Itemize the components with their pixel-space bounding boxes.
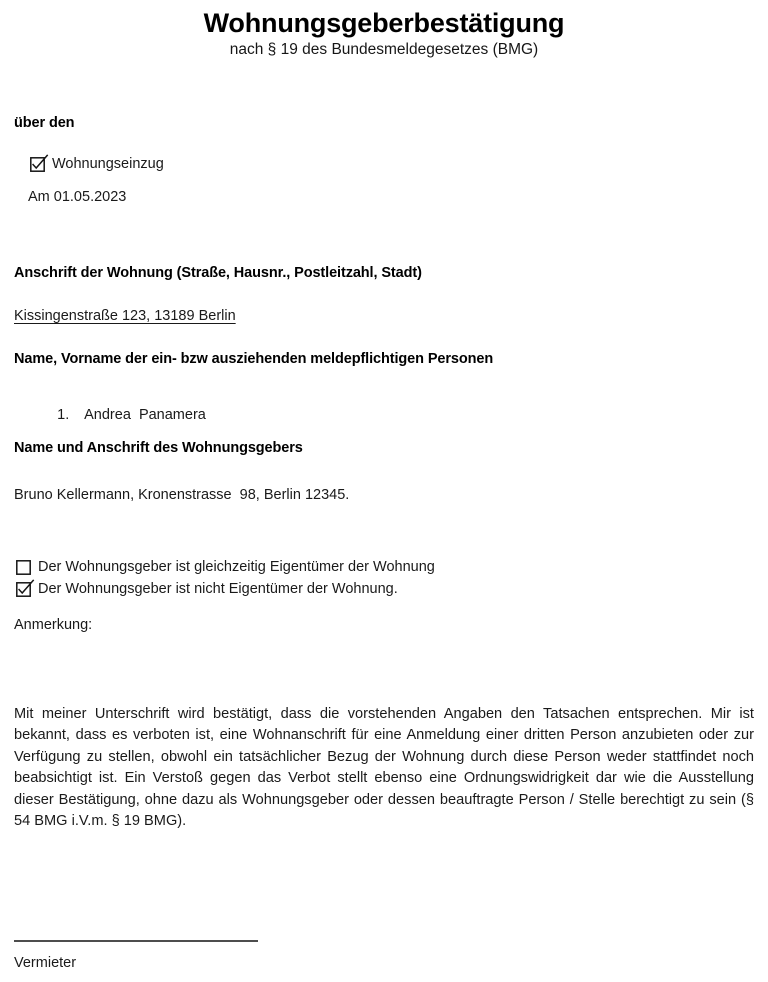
move-type-label: Wohnungseinzug	[52, 156, 164, 172]
list-item-number: 1.	[57, 407, 70, 423]
dwelling-address-value: Kissingenstraße 123, 13189 Berlin	[14, 308, 236, 324]
empty-checkbox-icon[interactable]	[16, 560, 31, 575]
checked-checkbox-icon[interactable]	[16, 582, 31, 597]
registered-persons-heading: Name, Vorname der ein- bzw ausziehenden meldepflichtigen Personen	[14, 351, 494, 367]
statement-paragraph: Mit meiner Unterschrift wird bestätigt, dass die vorstehenden Angaben den Tatsachen entsprechen. Mir ist bekannt, dass es verboten ist, eine Wohnanschrift für eine Anmeldung einer dritten Person anzubieten oder zur Verfügung zu stellen, obwohl ein tatsächlicher Bezug der Wohnung durch diese Person weder stattfindet noch beabsichtigt ist. Ein Verstoß gegen das Verbot stellt ebenso eine Ordnungswidrigkeit dar wie die Ausstellung dieser Bestätigung, ohne dazu als Wohnungsgeber oder dessen beauftragte Person / Stelle berechtigt zu sein (§ 54 BMG i.V.m. § 19 BMG).	[14, 706, 754, 830]
landlord-heading: Name und Anschrift des Wohnungsgebers	[14, 440, 303, 456]
registered-person-list-item	[41, 391, 206, 439]
document-subtitle: nach § 19 des Bundesmeldegesetzes (BMG)	[229, 41, 539, 59]
checked-checkbox-icon[interactable]	[30, 157, 45, 172]
ownership-option-not-owner-row[interactable]	[16, 580, 398, 599]
remark-label: Anmerkung:	[14, 617, 93, 633]
move-date-text: Am 01.05.2023	[28, 189, 127, 205]
signature-rule	[14, 940, 258, 942]
ownership-option-owner-label: Der Wohnungsgeber ist gleichzeitig Eigentümer der Wohnung	[38, 559, 435, 575]
ownership-option-owner-row[interactable]	[16, 558, 435, 577]
landlord-value: Bruno Kellermann, Kronenstrasse 98, Berlin 12345.	[14, 487, 350, 503]
document-title: Wohnungsgeberbestätigung	[203, 8, 565, 38]
registered-person-name: Andrea Panamera	[84, 407, 206, 423]
dwelling-address-heading: Anschrift der Wohnung (Straße, Hausnr., Postleitzahl, Stadt)	[14, 265, 422, 281]
signature-label: Vermieter	[14, 955, 77, 971]
move-section-heading: über den	[14, 115, 75, 131]
move-type-checkbox-row[interactable]	[30, 155, 164, 174]
ownership-option-not-owner-label: Der Wohnungsgeber ist nicht Eigentümer der Wohnung.	[38, 581, 398, 597]
